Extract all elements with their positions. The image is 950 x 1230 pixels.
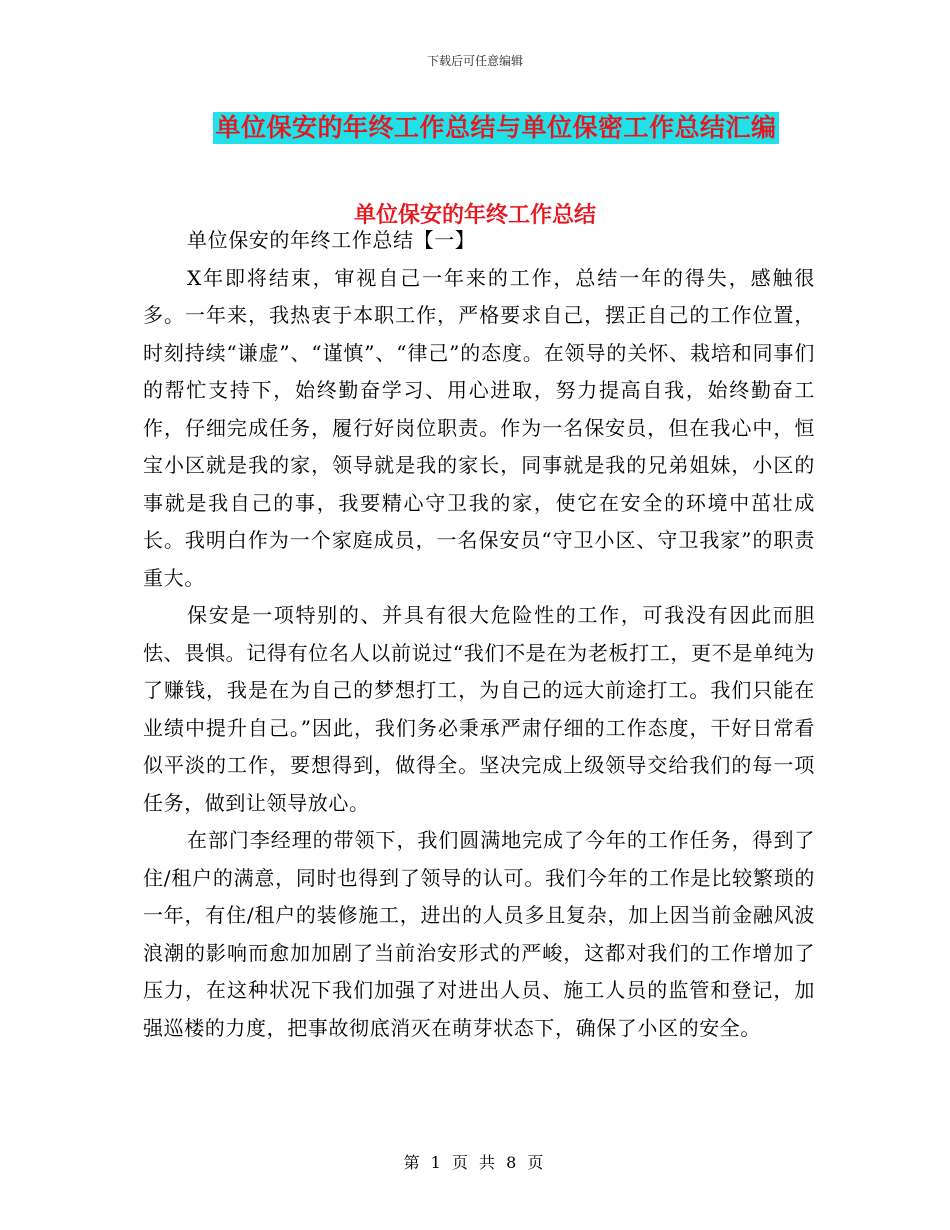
section-title: 单位保安的年终工作总结	[353, 203, 596, 228]
main-title-container	[0, 112, 950, 144]
paragraph-2: 保安是一项特别的、并具有很大危险性的工作，可我没有因此而胆怯、畏惧。记得有位名人以前说过“我们不是在为老板打工，更不是单纯为了赚钱，我是在为自己的梦想打工，为自己的远大前途打工。我们只能在业绩中提升自己。”因此，我们务必秉承严肃仔细的工作态度，干好日常看似平淡的工作，要想得到，做得全。坚决完成上级领导交给我们的每一项任务，做到让领导放心。	[143, 603, 815, 815]
main-title: 单位保安的年终工作总结与单位保密工作总结汇编	[215, 113, 777, 142]
document-body	[143, 222, 815, 1047]
subheading: 单位保安的年终工作总结【一】	[187, 228, 476, 252]
page-header-note: 下载后可任意编辑	[426, 54, 523, 68]
paragraph-1: X年即将结束，审视自己一年来的工作，总结一年的得失，感触很多。一年来，我热衷于本职工作，严格要求自己，摆正自己的工作位置，时刻持续“谦虚”、“谨慎”、“律己”的态度。在领导的关怀、栽培和同事们的帮忙支持下，始终勤奋学习、用心进取，努力提高自我，始终勤奋工作，仔细完成任务，履行好岗位职责。作为一名保安员，但在我心中，恒宝小区就是我的家，领导就是我的家长，同事就是我的兄弟姐妹，小区的事就是我自己的事，我要精心守卫我的家，使它在安全的环境中茁壮成长。我明白作为一个家庭成员，一名保安员“守卫小区、守卫我家”的职责重大。	[143, 265, 815, 590]
paragraph-3: 在部门李经理的带领下，我们圆满地完成了今年的工作任务，得到了住/租户的满意，同时也得到了领导的认可。我们今年的工作是比较繁琐的一年，有住/租户的装修施工，进出的人员多且复杂，加上因当前金融风波浪潮的影响而愈加加剧了当前治安形式的严峻，这都对我们的工作增加了压力，在这种状况下我们加强了对进出人员、施工人员的监管和登记，加强巡楼的力度，把事故彻底消灭在萌芽状态下，确保了小区的安全。	[143, 828, 815, 1040]
page-number: 第 1 页 共 8 页	[403, 1153, 547, 1172]
